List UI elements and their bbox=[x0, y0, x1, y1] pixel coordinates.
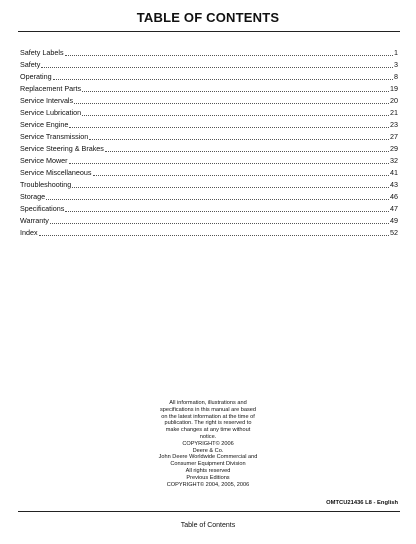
toc-leader-dots bbox=[72, 187, 389, 188]
toc-entry-page: 32 bbox=[390, 156, 398, 165]
copyright-notice bbox=[130, 400, 286, 488]
toc-leader-dots bbox=[105, 151, 389, 152]
toc-leader-dots bbox=[65, 211, 389, 212]
toc-entry-page: 29 bbox=[390, 144, 398, 153]
toc-leader-dots bbox=[74, 103, 389, 104]
toc-entry-page: 8 bbox=[394, 72, 398, 81]
toc-entry-label: Safety Labels bbox=[20, 48, 64, 57]
toc-leader-dots bbox=[82, 115, 389, 116]
toc-leader-dots bbox=[89, 139, 389, 140]
toc-entry[interactable] bbox=[20, 227, 398, 239]
toc-leader-dots bbox=[65, 55, 393, 56]
toc-entry-label: Index bbox=[20, 228, 38, 237]
toc-entry-label: Service Steering & Brakes bbox=[20, 144, 104, 153]
toc-entry-label: Specifications bbox=[20, 204, 65, 213]
copyright-line: on the latest information at the time of bbox=[161, 413, 255, 420]
toc-entry-page: 52 bbox=[390, 228, 398, 237]
copyright-line: specifications in this manual are based bbox=[159, 406, 257, 413]
toc-entry-label: Service Miscellaneous bbox=[20, 168, 92, 177]
copyright-line: John Deere Worldwide Commercial and bbox=[158, 454, 258, 461]
toc-entry[interactable] bbox=[20, 59, 398, 71]
toc-entry[interactable] bbox=[20, 191, 398, 203]
toc-leader-dots bbox=[50, 223, 389, 224]
toc-leader-dots bbox=[69, 163, 389, 164]
toc-entry-page: 49 bbox=[390, 216, 398, 225]
title-divider bbox=[18, 31, 400, 32]
toc-entry[interactable] bbox=[20, 83, 398, 95]
toc-leader-dots bbox=[39, 235, 389, 236]
toc-entry[interactable] bbox=[20, 131, 398, 143]
footer-divider bbox=[18, 511, 400, 512]
toc-entry-label: Replacement Parts bbox=[20, 84, 82, 93]
toc-list bbox=[20, 47, 398, 239]
toc-entry-page: 43 bbox=[390, 180, 398, 189]
toc-leader-dots bbox=[46, 199, 389, 200]
toc-entry-page: 21 bbox=[390, 108, 398, 117]
copyright-line: notice. bbox=[199, 433, 217, 440]
toc-entry-label: Storage bbox=[20, 192, 46, 201]
toc-leader-dots bbox=[69, 127, 389, 128]
toc-entry-page: 27 bbox=[390, 132, 398, 141]
toc-entry-page: 46 bbox=[390, 192, 398, 201]
copyright-line: All information, illustrations and bbox=[169, 400, 247, 406]
toc-entry-page: 1 bbox=[394, 48, 398, 57]
toc-leader-dots bbox=[93, 175, 389, 176]
toc-entry-label: Troubleshooting bbox=[20, 180, 72, 189]
toc-leader-dots bbox=[41, 67, 393, 68]
toc-entry[interactable] bbox=[20, 179, 398, 191]
toc-entry-label: Service Intervals bbox=[20, 96, 74, 105]
toc-entry[interactable] bbox=[20, 107, 398, 119]
copyright-line: COPYRIGHT© 2006 bbox=[182, 440, 234, 447]
toc-entry-label: Operating bbox=[20, 72, 52, 81]
copyright-line: COPYRIGHT© 2004, 2005, 2006 bbox=[166, 481, 250, 488]
copyright-line: Deere & Co. bbox=[192, 447, 224, 454]
toc-entry[interactable] bbox=[20, 215, 398, 227]
toc-entry[interactable] bbox=[20, 155, 398, 167]
copyright-line: make changes at any time without bbox=[165, 427, 251, 434]
toc-entry-page: 47 bbox=[390, 204, 398, 213]
toc-entry[interactable] bbox=[20, 203, 398, 215]
copyright-line: Previous Editions bbox=[186, 474, 230, 481]
toc-entry[interactable] bbox=[20, 47, 398, 59]
toc-entry-label: Service Lubrication bbox=[20, 108, 82, 117]
toc-entry[interactable] bbox=[20, 119, 398, 131]
toc-entry-page: 23 bbox=[390, 120, 398, 129]
toc-entry-label: Service Engine bbox=[20, 120, 69, 129]
copyright-line: Consumer Equipment Division bbox=[170, 461, 246, 468]
toc-entry-label: Service Mower bbox=[20, 156, 68, 165]
page-title: TABLE OF CONTENTS bbox=[136, 10, 280, 25]
toc-entry-page: 19 bbox=[390, 84, 398, 93]
toc-entry-label: Warranty bbox=[20, 216, 49, 225]
toc-entry[interactable] bbox=[20, 143, 398, 155]
toc-entry-label: Service Transmission bbox=[20, 132, 89, 141]
toc-entry-page: 3 bbox=[394, 60, 398, 69]
toc-entry[interactable] bbox=[20, 95, 398, 107]
toc-entry[interactable] bbox=[20, 71, 398, 83]
toc-entry-page: 20 bbox=[390, 96, 398, 105]
toc-entry-page: 41 bbox=[390, 168, 398, 177]
document-code: OMTCU21436 L8 - English bbox=[326, 500, 398, 506]
footer-label: Table of Contents bbox=[180, 522, 236, 529]
toc-entry-label: Safety bbox=[20, 60, 41, 69]
toc-leader-dots bbox=[82, 91, 389, 92]
copyright-line: publication. The right is reserved to bbox=[164, 420, 252, 427]
toc-entry[interactable] bbox=[20, 167, 398, 179]
copyright-line: All rights reserved bbox=[185, 467, 231, 474]
toc-leader-dots bbox=[53, 79, 393, 80]
